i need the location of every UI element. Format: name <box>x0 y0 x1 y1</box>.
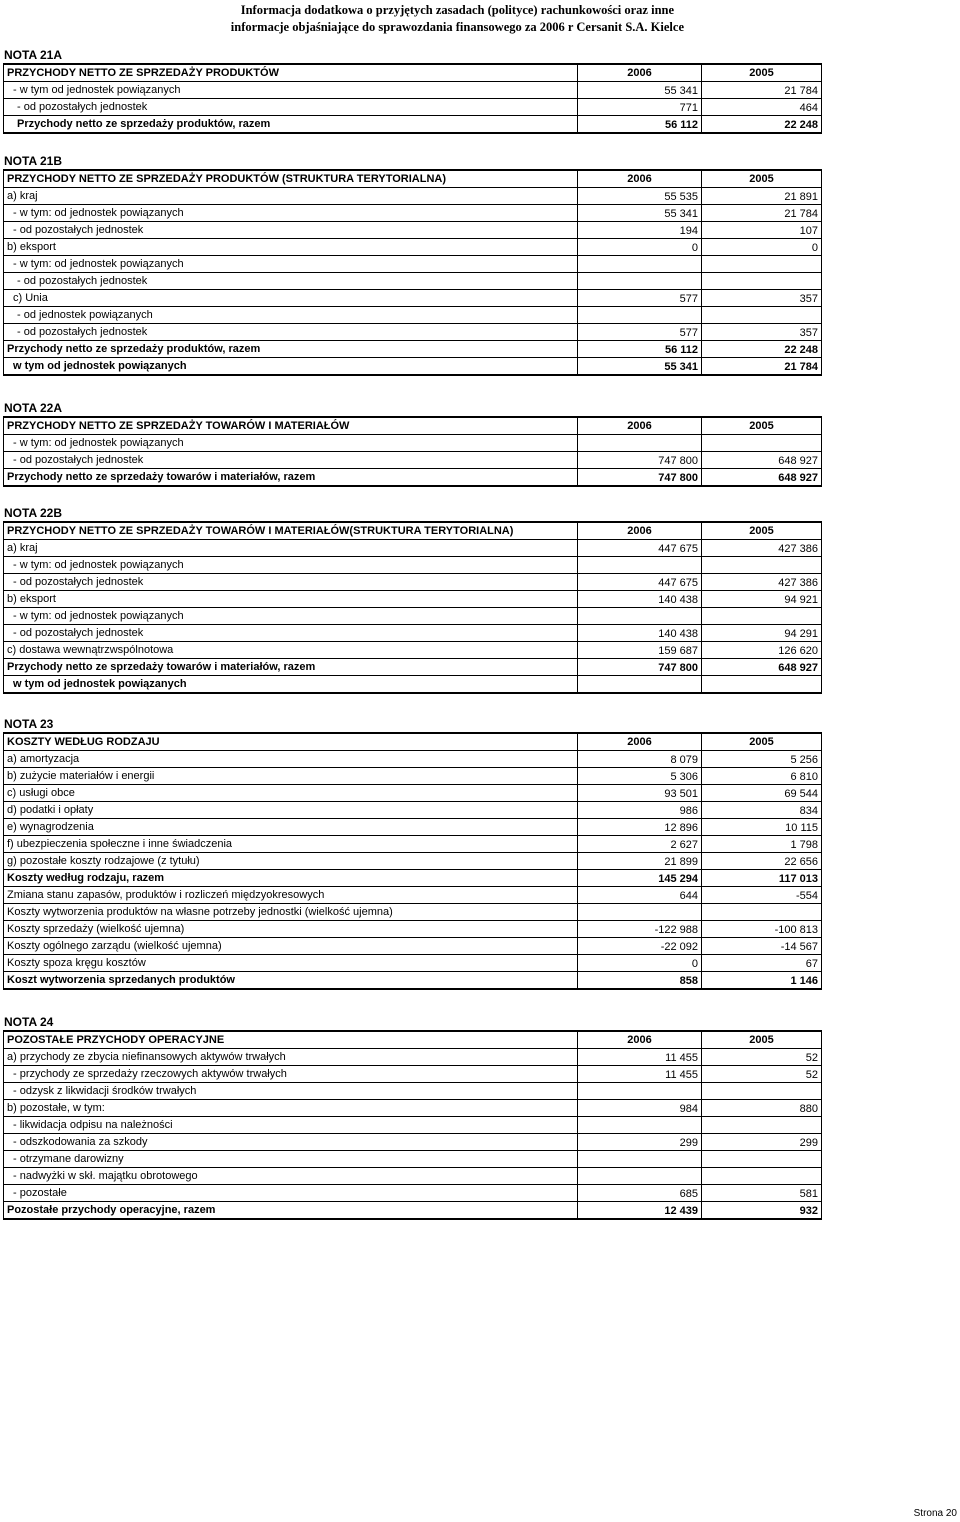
value-2006: 644 <box>578 887 702 904</box>
table-row <box>4 904 822 921</box>
nota-section <box>3 505 821 694</box>
row-label: b) zużycie materiałów i energii <box>4 768 578 785</box>
table-row <box>4 768 822 785</box>
value-2005: 880 <box>702 1100 822 1117</box>
value-2006: 55 535 <box>578 188 702 205</box>
table-row <box>4 802 822 819</box>
table-row <box>4 273 822 290</box>
value-2006: 21 899 <box>578 853 702 870</box>
nota-table <box>3 1030 822 1220</box>
value-2005: 126 620 <box>702 642 822 659</box>
table-row <box>4 1202 822 1220</box>
value-2005: -14 567 <box>702 938 822 955</box>
table-row <box>4 341 822 358</box>
row-label: f) ubezpieczenia społeczne i inne świadczenia <box>4 836 578 853</box>
value-2005: 357 <box>702 324 822 341</box>
value-2005: 21 784 <box>702 205 822 222</box>
value-2006: -22 092 <box>578 938 702 955</box>
row-label: Koszty wytworzenia produktów na własne potrzeby jednostki (wielkość ujemna) <box>4 904 578 921</box>
value-2006: 8 079 <box>578 751 702 768</box>
value-2006: 984 <box>578 1100 702 1117</box>
table-row <box>4 955 822 972</box>
row-label: - od pozostałych jednostek <box>4 99 578 116</box>
row-label: - otrzymane darowizny <box>4 1151 578 1168</box>
row-label: a) amortyzacja <box>4 751 578 768</box>
value-2005: 22 248 <box>702 341 822 358</box>
value-2005: 357 <box>702 290 822 307</box>
value-2006: 747 800 <box>578 469 702 487</box>
table-row <box>4 819 822 836</box>
value-2006: 986 <box>578 802 702 819</box>
row-label: b) eksport <box>4 591 578 608</box>
value-2005: -554 <box>702 887 822 904</box>
header-line-1: Informacja dodatkowa o przyjętych zasadach (polityce) rachunkowości oraz inne <box>240 3 675 17</box>
value-2005: 22 656 <box>702 853 822 870</box>
value-2006: 93 501 <box>578 785 702 802</box>
value-2006: 55 341 <box>578 82 702 99</box>
table-title: PRZYCHODY NETTO ZE SPRZEDAŻY PRODUKTÓW (STRUKTURA TERYTORIALNA) <box>4 170 578 188</box>
nota-heading: NOTA 21A <box>4 48 63 62</box>
value-2005: 648 927 <box>702 659 822 676</box>
row-label: Pozostałe przychody operacyjne, razem <box>4 1202 578 1220</box>
row-label: a) kraj <box>4 540 578 557</box>
row-label: - w tym: od jednostek powiązanych <box>4 256 578 273</box>
value-2006 <box>578 307 702 324</box>
value-2006: 747 800 <box>578 659 702 676</box>
value-2005: 52 <box>702 1066 822 1083</box>
value-2006 <box>578 904 702 921</box>
header-line-2: informacje objaśniające do sprawozdania finansowego za 2006 r Cersanit S.A. Kielce <box>230 20 684 34</box>
row-label: d) podatki i opłaty <box>4 802 578 819</box>
value-2005: 1 798 <box>702 836 822 853</box>
year-header: 2006 <box>578 522 702 540</box>
table-title: PRZYCHODY NETTO ZE SPRZEDAŻY PRODUKTÓW <box>4 64 578 82</box>
row-label: Przychody netto ze sprzedaży towarów i materiałów, razem <box>4 469 578 487</box>
value-2005: 0 <box>702 239 822 256</box>
nota-heading: NOTA 23 <box>4 717 54 731</box>
value-2005 <box>702 1083 822 1100</box>
table-header-row <box>4 170 822 188</box>
value-2006 <box>578 1151 702 1168</box>
value-2006: 55 341 <box>578 205 702 222</box>
value-2005: -100 813 <box>702 921 822 938</box>
table-row <box>4 574 822 591</box>
value-2005 <box>702 904 822 921</box>
value-2006: 771 <box>578 99 702 116</box>
table-row <box>4 290 822 307</box>
row-label: - pozostałe <box>4 1185 578 1202</box>
row-label: - od pozostałych jednostek <box>4 324 578 341</box>
nota-heading: NOTA 22B <box>4 506 63 520</box>
table-row <box>4 751 822 768</box>
value-2005 <box>702 1117 822 1134</box>
value-2005 <box>702 557 822 574</box>
row-label: c) usługi obce <box>4 785 578 802</box>
table-row <box>4 1083 822 1100</box>
row-label: Koszty według rodzaju, razem <box>4 870 578 887</box>
value-2006 <box>578 273 702 290</box>
table-header-row <box>4 1031 822 1049</box>
year-header: 2005 <box>702 64 822 82</box>
document-header <box>231 2 684 36</box>
year-header: 2006 <box>578 733 702 751</box>
row-label: - w tym: od jednostek powiązanych <box>4 608 578 625</box>
nota-table <box>3 732 822 990</box>
value-2005: 932 <box>702 1202 822 1220</box>
value-2006: 685 <box>578 1185 702 1202</box>
value-2006: 12 439 <box>578 1202 702 1220</box>
table-row <box>4 452 822 469</box>
value-2006: 56 112 <box>578 116 702 134</box>
table-row <box>4 358 822 376</box>
value-2005 <box>702 435 822 452</box>
nota-table <box>3 521 822 694</box>
nota-section <box>3 716 821 990</box>
nota-heading: NOTA 22A <box>4 401 63 415</box>
table-row <box>4 557 822 574</box>
row-label: - od pozostałych jednostek <box>4 625 578 642</box>
table-row <box>4 972 822 990</box>
value-2006: 299 <box>578 1134 702 1151</box>
value-2006 <box>578 256 702 273</box>
row-label: - likwidacja odpisu na należności <box>4 1117 578 1134</box>
table-row <box>4 870 822 887</box>
row-label: - nadwyżki w skł. majątku obrotowego <box>4 1168 578 1185</box>
value-2006: 140 438 <box>578 591 702 608</box>
value-2006 <box>578 1117 702 1134</box>
value-2006: 159 687 <box>578 642 702 659</box>
table-title: PRZYCHODY NETTO ZE SPRZEDAŻY TOWARÓW I MATERIAŁÓW <box>4 417 578 435</box>
value-2005: 67 <box>702 955 822 972</box>
value-2005: 22 248 <box>702 116 822 134</box>
value-2006 <box>578 1168 702 1185</box>
value-2006: 11 455 <box>578 1049 702 1066</box>
value-2005 <box>702 307 822 324</box>
value-2006: 55 341 <box>578 358 702 376</box>
year-header: 2006 <box>578 170 702 188</box>
value-2006: 11 455 <box>578 1066 702 1083</box>
value-2005: 21 891 <box>702 188 822 205</box>
row-label: a) przychody ze zbycia niefinansowych aktywów trwałych <box>4 1049 578 1066</box>
table-header-row <box>4 417 822 435</box>
value-2006: 12 896 <box>578 819 702 836</box>
table-row <box>4 99 822 116</box>
table-row <box>4 307 822 324</box>
table-row <box>4 1185 822 1202</box>
value-2006 <box>578 608 702 625</box>
year-header: 2005 <box>702 1031 822 1049</box>
row-label: - odszkodowania za szkody <box>4 1134 578 1151</box>
table-row <box>4 591 822 608</box>
value-2006: 145 294 <box>578 870 702 887</box>
value-2005 <box>702 608 822 625</box>
row-label: - w tym od jednostek powiązanych <box>4 82 578 99</box>
value-2006: 56 112 <box>578 341 702 358</box>
row-label: c) Unia <box>4 290 578 307</box>
table-row <box>4 608 822 625</box>
row-label: Koszty sprzedaży (wielkość ujemna) <box>4 921 578 938</box>
value-2005: 427 386 <box>702 574 822 591</box>
row-label: c) dostawa wewnątrzwspólnotowa <box>4 642 578 659</box>
page-number: Strona 20 <box>913 1508 957 1519</box>
value-2005: 94 291 <box>702 625 822 642</box>
row-label: - w tym: od jednostek powiązanych <box>4 205 578 222</box>
table-row <box>4 1151 822 1168</box>
year-header: 2005 <box>702 170 822 188</box>
value-2005: 69 544 <box>702 785 822 802</box>
year-header: 2006 <box>578 64 702 82</box>
value-2006: 5 306 <box>578 768 702 785</box>
value-2006: 447 675 <box>578 574 702 591</box>
table-header-row <box>4 522 822 540</box>
table-row <box>4 642 822 659</box>
row-label: w tym od jednostek powiązanych <box>4 358 578 376</box>
value-2005: 1 146 <box>702 972 822 990</box>
table-row <box>4 659 822 676</box>
year-header: 2005 <box>702 733 822 751</box>
row-label: - odzysk z likwidacji środków trwałych <box>4 1083 578 1100</box>
row-label: g) pozostałe koszty rodzajowe (z tytułu) <box>4 853 578 870</box>
row-label: - przychody ze sprzedaży rzeczowych aktywów trwałych <box>4 1066 578 1083</box>
value-2005: 117 013 <box>702 870 822 887</box>
table-row <box>4 853 822 870</box>
value-2005: 6 810 <box>702 768 822 785</box>
row-label: - od pozostałych jednostek <box>4 574 578 591</box>
value-2006: 747 800 <box>578 452 702 469</box>
table-row <box>4 82 822 99</box>
value-2006: 0 <box>578 239 702 256</box>
row-label: - od pozostałych jednostek <box>4 222 578 239</box>
table-row <box>4 676 822 694</box>
row-label: a) kraj <box>4 188 578 205</box>
row-label: Koszt wytworzenia sprzedanych produktów <box>4 972 578 990</box>
table-title: KOSZTY WEDŁUG RODZAJU <box>4 733 578 751</box>
value-2006: 0 <box>578 955 702 972</box>
value-2006: 858 <box>578 972 702 990</box>
row-label: - od jednostek powiązanych <box>4 307 578 324</box>
table-row <box>4 324 822 341</box>
value-2005: 10 115 <box>702 819 822 836</box>
value-2005: 21 784 <box>702 358 822 376</box>
table-row <box>4 1049 822 1066</box>
value-2005: 5 256 <box>702 751 822 768</box>
value-2006 <box>578 435 702 452</box>
row-label: - w tym: od jednostek powiązanych <box>4 435 578 452</box>
value-2005: 21 784 <box>702 82 822 99</box>
row-label: Koszty ogólnego zarządu (wielkość ujemna) <box>4 938 578 955</box>
row-label: - w tym: od jednostek powiązanych <box>4 557 578 574</box>
year-header: 2005 <box>702 417 822 435</box>
nota-section <box>3 400 821 487</box>
nota-section <box>3 153 821 376</box>
value-2005: 648 927 <box>702 452 822 469</box>
value-2005: 299 <box>702 1134 822 1151</box>
table-row <box>4 222 822 239</box>
row-label: b) pozostałe, w tym: <box>4 1100 578 1117</box>
nota-table <box>3 416 822 487</box>
year-header: 2006 <box>578 1031 702 1049</box>
value-2006: 447 675 <box>578 540 702 557</box>
table-row <box>4 1168 822 1185</box>
row-label: - od pozostałych jednostek <box>4 452 578 469</box>
table-row <box>4 469 822 487</box>
value-2005 <box>702 676 822 694</box>
row-label: Przychody netto ze sprzedaży produktów, razem <box>4 341 578 358</box>
row-label: - od pozostałych jednostek <box>4 273 578 290</box>
nota-table <box>3 169 822 376</box>
value-2006 <box>578 1083 702 1100</box>
year-header: 2005 <box>702 522 822 540</box>
row-label: Przychody netto ze sprzedaży towarów i materiałów, razem <box>4 659 578 676</box>
value-2005: 834 <box>702 802 822 819</box>
table-row <box>4 116 822 134</box>
value-2005: 464 <box>702 99 822 116</box>
table-row <box>4 256 822 273</box>
table-header-row <box>4 733 822 751</box>
value-2006: -122 988 <box>578 921 702 938</box>
row-label: w tym od jednostek powiązanych <box>4 676 578 694</box>
nota-section <box>3 47 821 134</box>
value-2005: 107 <box>702 222 822 239</box>
value-2005 <box>702 273 822 290</box>
table-row <box>4 540 822 557</box>
row-label: e) wynagrodzenia <box>4 819 578 836</box>
value-2005: 52 <box>702 1049 822 1066</box>
table-row <box>4 205 822 222</box>
value-2005 <box>702 256 822 273</box>
value-2006 <box>578 676 702 694</box>
row-label: Przychody netto ze sprzedaży produktów, razem <box>4 116 578 134</box>
table-row <box>4 938 822 955</box>
row-label: Koszty spoza kręgu kosztów <box>4 955 578 972</box>
table-row <box>4 1117 822 1134</box>
value-2005: 94 921 <box>702 591 822 608</box>
table-row <box>4 625 822 642</box>
table-title: PRZYCHODY NETTO ZE SPRZEDAŻY TOWARÓW I MATERIAŁÓW(STRUKTURA TERYTORIALNA) <box>4 522 578 540</box>
value-2006: 140 438 <box>578 625 702 642</box>
nota-heading: NOTA 21B <box>4 154 63 168</box>
table-header-row <box>4 64 822 82</box>
value-2005 <box>702 1168 822 1185</box>
table-row <box>4 435 822 452</box>
nota-table <box>3 63 822 134</box>
year-header: 2006 <box>578 417 702 435</box>
table-row <box>4 836 822 853</box>
table-row <box>4 785 822 802</box>
value-2005: 648 927 <box>702 469 822 487</box>
table-title: POZOSTAŁE PRZYCHODY OPERACYJNE <box>4 1031 578 1049</box>
table-row <box>4 239 822 256</box>
nota-heading: NOTA 24 <box>4 1015 54 1029</box>
table-row <box>4 887 822 904</box>
value-2005: 427 386 <box>702 540 822 557</box>
row-label: b) eksport <box>4 239 578 256</box>
table-row <box>4 1066 822 1083</box>
table-row <box>4 1100 822 1117</box>
table-row <box>4 921 822 938</box>
value-2005: 581 <box>702 1185 822 1202</box>
value-2006: 577 <box>578 290 702 307</box>
value-2006: 194 <box>578 222 702 239</box>
row-label: Zmiana stanu zapasów, produktów i rozliczeń międzyokresowych <box>4 887 578 904</box>
table-row <box>4 188 822 205</box>
nota-section <box>3 1014 821 1220</box>
value-2006: 577 <box>578 324 702 341</box>
value-2005 <box>702 1151 822 1168</box>
value-2006: 2 627 <box>578 836 702 853</box>
table-row <box>4 1134 822 1151</box>
value-2006 <box>578 557 702 574</box>
